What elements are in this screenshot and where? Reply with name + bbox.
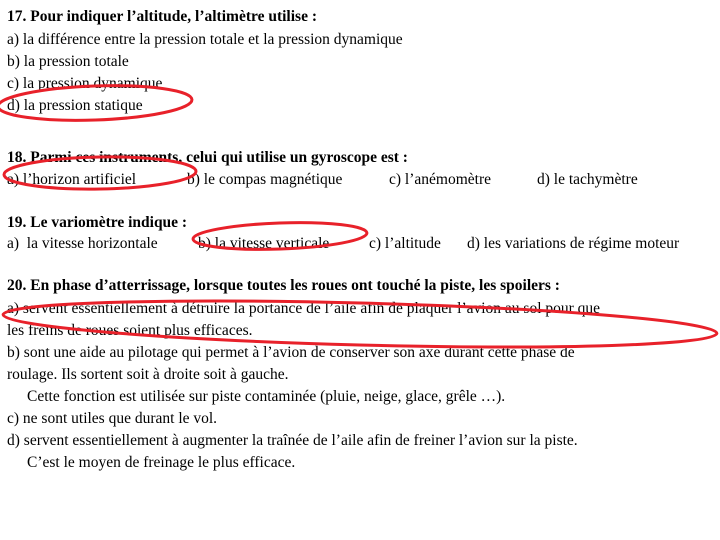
q20-option-d-line1: d) servent essentiellement à augmenter la traînée de l’aile afin de freiner l’avion sur la piste.: [7, 432, 578, 449]
q20-option-b-line2: roulage. Ils sortent soit à droite soit à gauche.: [7, 366, 289, 383]
q18-option-c: c) l’anémomètre: [389, 171, 491, 188]
q18-option-a: a) l’horizon artificiel: [7, 171, 137, 188]
q20-option-b-line1: b) sont une aide au pilotage qui permet à l’avion de conserver son axe durant cette phase de: [7, 344, 575, 361]
q17-option-d: d) la pression statique: [7, 97, 143, 114]
question-17: 17. Pour indiquer l’altitude, l’altimètre utilise :: [7, 8, 317, 25]
q20-option-c: c) ne sont utiles que durant le vol.: [7, 410, 218, 427]
q18-option-d: d) le tachymètre: [537, 171, 638, 188]
q20-option-d-line2: C’est le moyen de freinage le plus efficace.: [27, 454, 296, 471]
q20-option-a-line2: les freins de roues soient plus efficaces.: [7, 322, 253, 339]
q19-option-c: c) l’altitude: [369, 235, 441, 252]
question-18: 18. Parmi ces instruments, celui qui utilise un gyroscope est :: [7, 149, 408, 166]
q18-option-b: b) le compas magnétique: [187, 171, 343, 188]
q20-option-b-line3: Cette fonction est utilisée sur piste contaminée (pluie, neige, glace, grêle …).: [27, 388, 506, 405]
q17-option-b: b) la pression totale: [7, 53, 129, 70]
q19-option-d: d) les variations de régime moteur: [467, 235, 680, 252]
q17-option-a: a) la différence entre la pression totale et la pression dynamique: [7, 31, 403, 48]
q19-option-a: a) la vitesse horizontale: [7, 235, 158, 252]
q17-option-c: c) la pression dynamique: [7, 75, 163, 92]
question-20: 20. En phase d’atterrissage, lorsque toutes les roues ont touché la piste, les spoilers :: [7, 277, 560, 294]
q19-option-b: b) la vitesse verticale: [198, 235, 330, 252]
question-19: 19. Le variomètre indique :: [7, 214, 188, 231]
q20-option-a-line1: a) servent essentiellement à détruire la portance de l’aile afin de plaquer l’avion au sol pour que: [7, 300, 601, 317]
